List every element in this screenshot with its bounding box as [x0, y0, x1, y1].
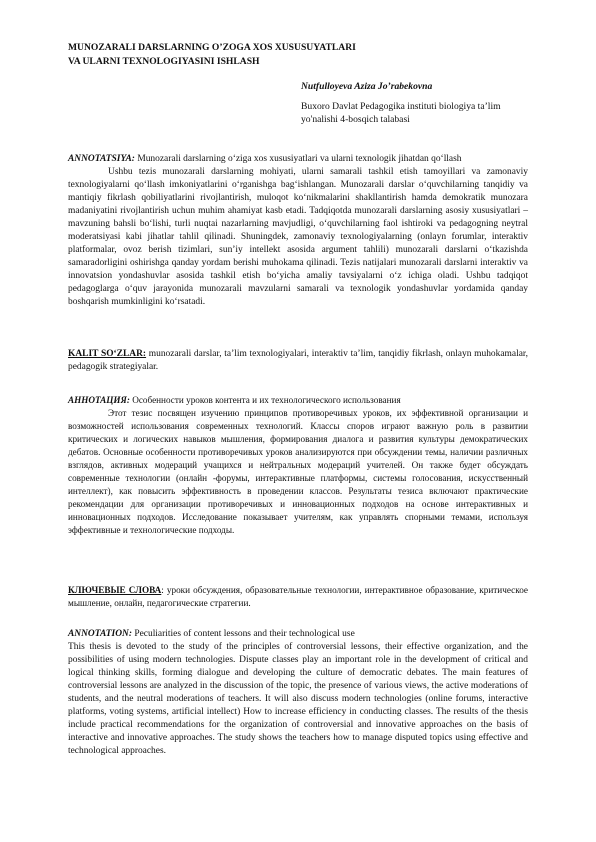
ru-annotation-label: АННОТАЦИЯ: — [68, 395, 130, 405]
title-line-1: MUNOZARALI DARSLARNING O’ZOGA XOS XUSUSUYATLARI — [68, 42, 356, 53]
uz-annotation-title: Munozarali darslarning o‘ziga xos xususiyatlari va ularni texnologik jihatdan qo‘llash — [134, 154, 462, 164]
uz-keywords: munozarali darslar, ta’lim texnologiyalari, interaktiv ta’lim, tanqidiy fikrlash, onlayn muhokamalar, pedagogik strategiyalar. — [68, 349, 529, 372]
author-block — [301, 81, 541, 126]
author-name: Nutfulloyeva Aziza Jo’rabekovna — [301, 81, 433, 92]
paper-title — [68, 41, 538, 69]
en-annotation-heading — [68, 628, 528, 641]
ru-keywords-label: КЛЮЧЕВЫЕ СЛОВА — [68, 585, 162, 595]
ru-keywords: : уроки обсуждения, образовательные технологии, интерактивное образование, критическое мышление, онлайн, педагогические стратегии. — [68, 585, 528, 608]
ru-annotation-heading — [68, 394, 528, 407]
uz-annotation-heading — [68, 153, 528, 166]
uz-annotation-label: ANNOTATSIYA: — [68, 154, 135, 164]
ru-annotation-body: Этот тезис посвящен изучению принципов противоречивых уроков, их эффективной организации и возможностей использования современных технологий. Классы споров играют важную роль в развитии критических и логических навыков мышления, формирования диалога и развития культуры демократических дебатов. Основные особенности противоречивых уроков анализируются при обсуждении темы, наличии различных взглядов, активных модераций учащихся и нейтральных модераций учителей. Он также будет обсуждать современные технологии (онлайн -форумы, интерактивные платформы, системы голосования, искусственный интеллект), как повысить эффективность в проведении классов. Результаты тезиса включают практические рекомендации для организации противоречивых и инновационных подходов на основе интерактивных и инновационных подходов. Исследование показывает учителям, как управлять спорными темами, используя эффективные и технологические подходы. — [68, 408, 528, 535]
title-line-2: VA ULARNI TEXNOLOGIYASINI ISHLASH — [68, 56, 260, 67]
ru-annotation-section — [68, 394, 528, 537]
ru-annotation-title: Особенности уроков контента и их технологического использования — [129, 395, 401, 405]
affiliation-line-2: yo'nalishi 4-bosqich talabasi — [301, 113, 410, 125]
en-annotation-label: ANNOTATION: — [68, 629, 132, 639]
uz-keywords-section — [68, 348, 528, 374]
uz-annotation-section — [68, 153, 528, 309]
en-annotation-section — [68, 628, 528, 758]
uz-keywords-label: KALIT SO‘ZLAR: — [68, 349, 147, 359]
affiliation-line-1: Buxoro Davlat Pedagogika instituti biologiya ta’lim — [301, 100, 501, 112]
en-annotation-body: This thesis is devoted to the study of the principles of controversial lessons, their effective organization, and the possibilities of using modern technologies. Dispute classes play an important role in the development of critical and logical thinking skills, forming dialogue and developing the culture of democratic debates. The main features of controversial lessons are analyzed in the discussion of the topic, the presence of various views, the active moderations of students, and the neutral moderations of teachers. It will also discuss modern technologies (online forums, interactive platforms, voting systems, artificial intellect) How to increase efficiency in conducting classes. The results of the thesis include practical recommendations for the organization of controversial and innovative approaches on the basis of interactive and innovative approaches. The study shows the teachers how to manage disputed topics using effective and technological approaches. — [68, 642, 528, 756]
en-annotation-title: Peculiarities of content lessons and their technological use — [131, 629, 355, 639]
ru-keywords-section — [68, 584, 528, 610]
uz-annotation-body: Ushbu tezis munozarali darslarning mohiyati, ularni samarali tashkil etish tamoyillari va zamonaviy texnologiyalarni qo‘llash imkoniyatlarini o‘rganishga bag‘ishlangan. Munozarali darslar o‘quvchilarning tanqidiy va mantiqiy fikrlash qobiliyatlarini rivojlantirish, muloqot ko‘nikmalarini shakllantirish hamda demokratik munozara madaniyatini rivojlantirish uchun muhim ahamiyat kasb etadi. Tadqiqotda munozarali darslarning asosiy xususiyatlari – mavzuning bahsli bo‘lishi, turli nuqtai nazarlarning mavjudligi, o‘quvchilarning faol ishtiroki va pedagogning neytral moderatsiyasi kabi jihatlar tahlil qilinadi. Shuningdek, zamonaviy texnologiyalarning (onlayn forumlar, interaktiv platformalar, ovoz berish tizimlari, sun’iy intellekt asosida argument tahlili) munozarali darslarni o‘tkazishda samaradorligini oshirishga qanday yordam berishi muhokama qilinadi. Tezis natijalari munozarali darslarni interaktiv va innovatsion yondashuvlar asosida tashkil etish bo‘yicha amaliy tavsiyalarni o‘z ichiga oladi. Ushbu tadqiqot pedagoglarga o‘quv jarayonida munozarali mavzularni samarali va texnologik yondashuvlar yordamida qanday boshqarish mumkinligini ko‘rsatadi. — [68, 167, 528, 307]
